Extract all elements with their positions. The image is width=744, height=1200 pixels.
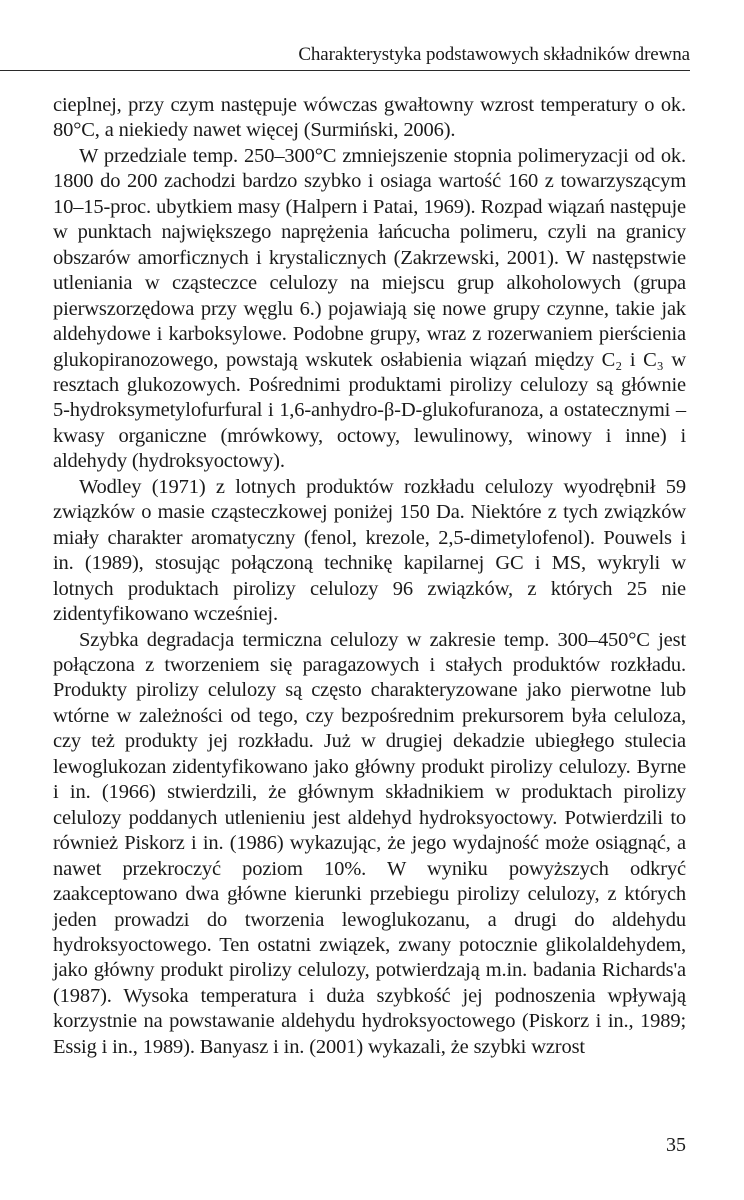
body-text — [53, 93, 686, 1060]
header-rule — [0, 70, 690, 71]
page-number: 35 — [666, 1134, 686, 1156]
paragraph-thermal-degradation: Szybka degradacja termiczna celulozy w zakresie temp. 300–450°C jest połączona z tworzeniem się paragazowych i stałych produktów rozkładu. Produkty pirolizy celulozy są często charakteryzowane jako pierwotne lub wtórne w zależności od tego, czy bezpośrednim prekursorem była celuloza, czy też produkty jej rozkładu. Już w drugiej dekadzie ubiegłego stulecia lewoglukozan zidentyfikowano jako główny produkt pirolizy celulozy. Byrne i in. (1966) stwierdzili, że głównym składnikiem w produktach pirolizy celulozy poddanych utlenieniu jest aldehyd hydroksyoctowy. Potwierdzili to również Piskorz i in. (1986) wykazując, że jego wydajność może osiągnąć, a nawet przekroczyć poziom 10%. W wyniku powyższych odkryć zaakceptowano dwa główne kierunki przebiegu pirolizy celulozy, z których jeden prowadzi do tworzenia lewoglukozanu, a drugi do aldehydu hydroksyoctowego. Ten ostatni związek, zwany potocznie glikolaldehydem, jako główny produkt pirolizy celulozy, potwierdzają m.in. badania Richards'a (1987). Wysoka temperatura i duża szybkość jej podnoszenia wpływają korzystnie na powstawanie aldehydu hydroksyoctowego (Piskorz i in., 1989; Essig i in., 1989). Banyasz i in. (2001) wykazali, że szybki wzrost — [53, 628, 686, 1058]
running-header: Charakterystyka podstawowych składników drewna — [298, 44, 690, 65]
paragraph-volatile-products: Wodley (1971) z lotnych produktów rozkładu celulozy wyodrębnił 59 związków o masie cząsteczkowej poniżej 150 Da. Niektóre z tych związków miały charakter aromatyczny (fenol, krezole, 2,5-dimetylofenol). Pouwels i in. (1989), stosując połączoną technikę kapilarnej GC i MS, wykryli w lotnych produktach pirolizy celulozy 96 związków, z których 25 nie zidentyfikowano wcześniej. — [53, 475, 686, 626]
paragraph-continuation: cieplnej, przy czym następuje wówczas gwałtowny wzrost temperatury o ok. 80°C, a niekiedy nawet więcej (Surmiński, 2006). — [53, 94, 686, 142]
paragraph-polymerization: W przedziale temp. 250–300°C zmniejszenie stopnia polimeryzacji od ok. 1800 do 200 zachodzi bardzo szybko i osiaga wartość 160 z towarzyszącym 10–15-proc. ubytkiem masy (Halpern i Patai, 1969). Rozpad wiązań następuje w punktach największego naprężenia łańcucha polimeru, czyli na granicy obszarów amorficznych i krystalicznych (Zakrzewski, 2001). W następstwie utleniania w cząsteczce celulozy na miejscu grup alkoholowych (grupa pierwszorzędowa przy węglu 6.) pojawiają się nowe grupy czynne, takie jak aldehydowe i karboksylowe. Podobne grupy, wraz z rozerwaniem pierścienia glukopiranozowego, powstają wskutek osłabienia wiązań między C₂ i C₃ w resztach glukozowych. Pośrednimi produktami pirolizy celulozy są głównie 5-hydroksymetylofurfural i 1,6-anhydro-β-D-glukofuranoza, a ostatecznymi – kwasy organiczne (mrówkowy, octowy, lewulinowy, winowy i inne) i aldehydy (hydroksyoctowy). — [53, 144, 686, 473]
